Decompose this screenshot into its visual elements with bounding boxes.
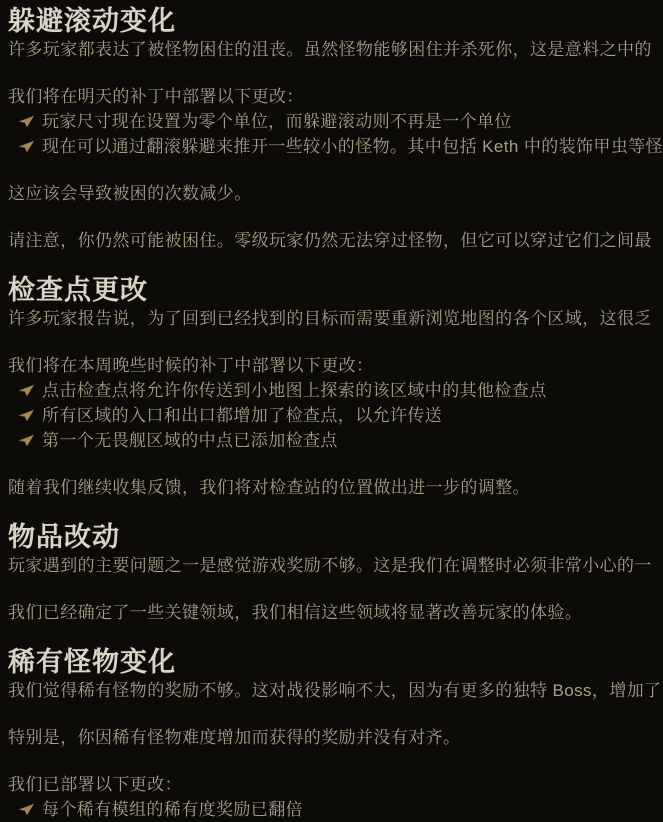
gold-dart-arrow-icon <box>18 140 35 153</box>
gold-dart-arrow-icon <box>18 803 35 816</box>
paragraph: 玩家遇到的主要问题之一是感觉游戏奖励不够。这是我们在调整时必须非常小心的一 <box>8 556 652 575</box>
section-heading-dodge-roll: 躲避滚动变化 <box>8 6 176 36</box>
gold-dart-arrow-icon <box>18 409 35 422</box>
paragraph: 请注意，你仍然可能被困住。零级玩家仍然无法穿过怪物，但它可以穿过它们之间最 <box>8 231 652 250</box>
list-item <box>8 403 648 428</box>
paragraph: 我们将在明天的补丁中部署以下更改： <box>8 87 304 106</box>
list-item <box>8 378 648 403</box>
list-item-text: 所有区域的入口和出口都增加了检查点，以允许传送 <box>42 406 443 425</box>
bullet-list <box>8 378 648 453</box>
paragraph: 我们已部署以下更改： <box>8 775 182 794</box>
list-item <box>8 109 648 134</box>
list-item-text: 每个稀有模组的稀有度奖励已翻倍 <box>42 800 303 819</box>
gold-dart-arrow-icon <box>18 115 35 128</box>
gold-dart-arrow-icon <box>18 434 35 447</box>
paragraph: 许多玩家都表达了被怪物困住的沮丧。虽然怪物能够困住并杀死你，这是意料之中的 <box>8 40 652 59</box>
paragraph: 特别是，你因稀有怪物难度增加而获得的奖励并没有对齐。 <box>8 728 461 747</box>
section-heading-items: 物品改动 <box>8 522 120 552</box>
list-item <box>8 134 663 159</box>
list-item-text: 玩家尺寸现在设置为零个单位，而躲避滚动则不再是一个单位 <box>42 112 512 131</box>
section-heading-checkpoints: 检查点更改 <box>8 275 148 305</box>
section-heading-rare-monsters: 稀有怪物变化 <box>8 647 176 677</box>
list-item-text: 现在可以通过翻滚躲避来推开一些较小的怪物。其中包括 Keth 中的装饰甲虫等怪 <box>42 137 663 156</box>
list-item <box>8 797 648 822</box>
list-item <box>8 428 648 453</box>
bullet-list <box>8 109 663 159</box>
paragraph: 这应该会导致被困的次数减少。 <box>8 184 252 203</box>
paragraph: 我们将在本周晚些时候的补丁中部署以下更改： <box>8 356 374 375</box>
bullet-list <box>8 797 648 822</box>
paragraph: 我们已经确定了一些关键领域，我们相信这些领域将显著改善玩家的体验。 <box>8 603 583 622</box>
list-item-text: 点击检查点将允许你传送到小地图上探索的该区域中的其他检查点 <box>42 381 547 400</box>
paragraph: 我们觉得稀有怪物的奖励不够。这对战役影响不大，因为有更多的独特 Boss，增加了 <box>8 681 662 700</box>
list-item-text: 第一个无畏舰区域的中点已添加检查点 <box>42 431 338 450</box>
paragraph: 许多玩家报告说，为了回到已经找到的目标而需要重新浏览地图的各个区域，这很乏 <box>8 309 652 328</box>
gold-dart-arrow-icon <box>18 384 35 397</box>
paragraph: 随着我们继续收集反馈，我们将对检查站的位置做出进一步的调整。 <box>8 478 530 497</box>
